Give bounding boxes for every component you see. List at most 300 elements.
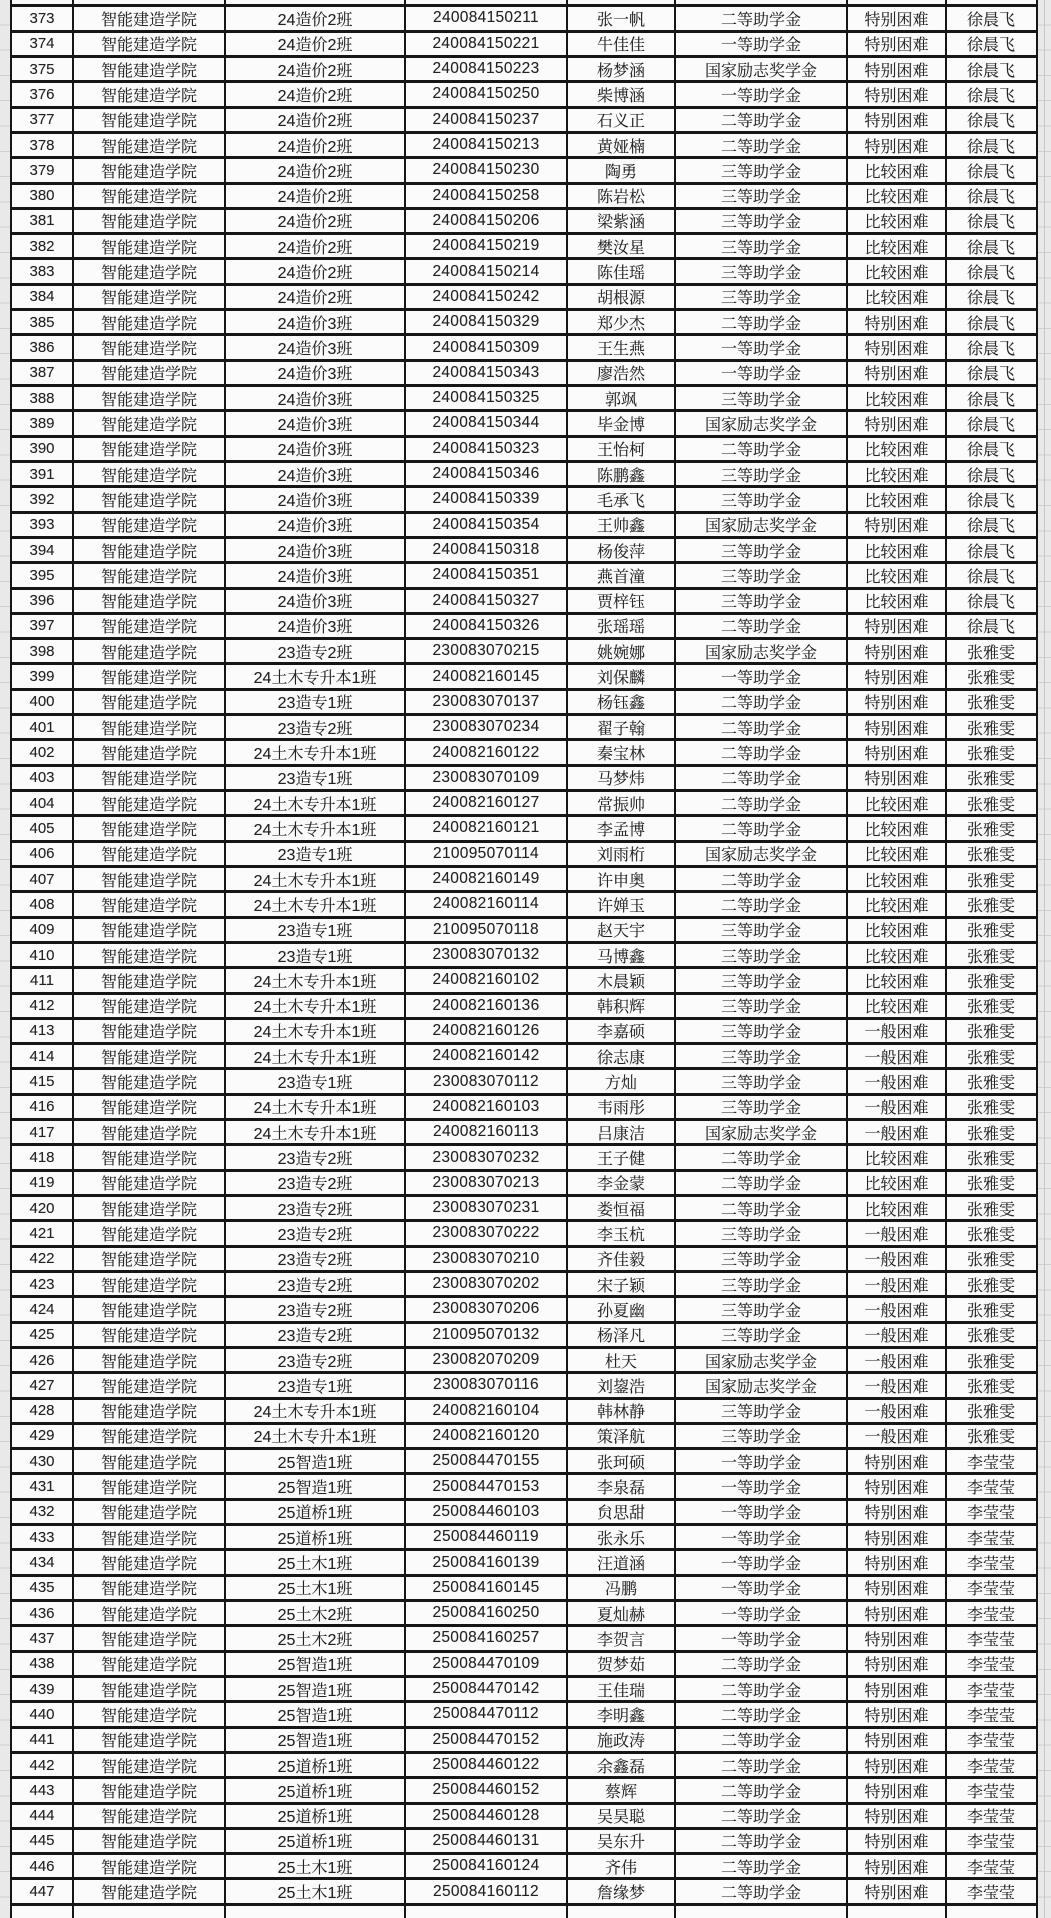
student-name-cell[interactable]	[568, 1906, 676, 1918]
counselor-cell[interactable]: 徐晨飞	[966, 138, 1015, 156]
row-index-cell[interactable]: 446	[12, 1855, 74, 1877]
student-name-cell[interactable]: 李孟博	[568, 817, 676, 839]
difficulty-cell[interactable]: 特别困难	[848, 1855, 947, 1877]
row-index-cell[interactable]: 414	[12, 1045, 74, 1067]
counselor-cell[interactable]: 李莹莹	[966, 1606, 1015, 1624]
class-cell[interactable]: 24土木专升本1班	[226, 1020, 406, 1042]
student-name-cell[interactable]: 张珂硕	[568, 1450, 676, 1472]
counselor-cell[interactable]: 徐晨飞	[966, 239, 1015, 257]
difficulty-cell[interactable]: 比较困难	[848, 919, 947, 941]
college-cell[interactable]: 智能建造学院	[74, 1298, 226, 1320]
row-index-cell[interactable]: 423	[12, 1273, 74, 1295]
class-cell[interactable]: 24土木专升本1班	[226, 1121, 406, 1143]
difficulty-cell[interactable]: 一般困难	[848, 1070, 947, 1092]
difficulty-cell[interactable]: 特别困难	[848, 311, 947, 333]
difficulty-cell[interactable]: 比较困难	[848, 235, 947, 257]
counselor-cell[interactable]: 张雅雯	[966, 1201, 1015, 1219]
class-cell[interactable]: 24造价2班	[226, 260, 406, 282]
student-id-cell[interactable]: 240084150211	[406, 7, 568, 29]
grant-type-cell[interactable]: 二等助学金	[676, 691, 848, 713]
counselor-cell[interactable]: 李莹莹	[966, 1454, 1015, 1472]
difficulty-cell[interactable]: 比较困难	[848, 1172, 947, 1194]
class-cell[interactable]: 24造价2班	[226, 58, 406, 80]
row-index-cell[interactable]: 436	[12, 1602, 74, 1624]
student-id-cell[interactable]: 240084150343	[406, 362, 568, 384]
class-cell[interactable]: 25智造1班	[226, 1729, 406, 1751]
counselor-cell[interactable]: 张雅雯	[966, 847, 1015, 865]
student-name-cell[interactable]: 冯鹏	[568, 1577, 676, 1599]
row-index-cell[interactable]: 409	[12, 919, 74, 941]
counselor-cell[interactable]: 徐晨飞	[966, 163, 1015, 181]
college-cell[interactable]: 智能建造学院	[74, 590, 226, 612]
counselor-cell[interactable]: 李莹莹	[966, 1834, 1015, 1852]
row-index-cell[interactable]: 399	[12, 665, 74, 687]
row-index-cell[interactable]: 397	[12, 615, 74, 637]
difficulty-cell[interactable]: 特别困难	[848, 741, 947, 763]
student-name-cell[interactable]: 张瑶瑶	[568, 615, 676, 637]
counselor-cell[interactable]: 徐晨飞	[966, 189, 1015, 207]
difficulty-cell[interactable]: 特别困难	[848, 134, 947, 156]
student-id-cell[interactable]: 250084470153	[406, 1475, 568, 1497]
difficulty-cell[interactable]: 特别困难	[848, 1678, 947, 1700]
row-index-cell[interactable]: 441	[12, 1729, 74, 1751]
counselor-cell[interactable]: 李莹莹	[966, 1733, 1015, 1751]
college-cell[interactable]: 智能建造学院	[74, 1045, 226, 1067]
class-cell[interactable]: 25土木2班	[226, 1602, 406, 1624]
row-index-cell[interactable]: 401	[12, 716, 74, 738]
grant-type-cell[interactable]: 国家励志奖学金	[676, 1121, 848, 1143]
college-cell[interactable]: 智能建造学院	[74, 438, 226, 460]
row-index-cell[interactable]: 400	[12, 691, 74, 713]
student-name-cell[interactable]: 孙夏幽	[568, 1298, 676, 1320]
row-index-cell[interactable]: 415	[12, 1070, 74, 1092]
student-id-cell[interactable]: 250084460122	[406, 1754, 568, 1776]
counselor-cell[interactable]: 李莹莹	[966, 1783, 1015, 1801]
student-name-cell[interactable]: 施政涛	[568, 1729, 676, 1751]
student-name-cell[interactable]: 韦雨彤	[568, 1096, 676, 1118]
student-name-cell[interactable]: 张永乐	[568, 1526, 676, 1548]
difficulty-cell[interactable]: 特别困难	[848, 1526, 947, 1548]
college-cell[interactable]: 智能建造学院	[74, 260, 226, 282]
grant-type-cell[interactable]: 一等助学金	[676, 1526, 848, 1548]
student-id-cell[interactable]: 240082160142	[406, 1045, 568, 1067]
student-id-cell[interactable]: 240084150258	[406, 185, 568, 207]
row-index-cell[interactable]: 373	[12, 7, 74, 29]
grant-type-cell[interactable]: 一等助学金	[676, 1501, 848, 1523]
student-id-cell[interactable]: 240084150219	[406, 235, 568, 257]
student-name-cell[interactable]: 黄娅楠	[568, 134, 676, 156]
counselor-cell[interactable]: 张雅雯	[966, 1378, 1015, 1396]
class-cell[interactable]: 23造专1班	[226, 944, 406, 966]
student-id-cell[interactable]: 240082160127	[406, 792, 568, 814]
college-cell[interactable]: 智能建造学院	[74, 817, 226, 839]
row-index-cell[interactable]: 374	[12, 33, 74, 55]
counselor-cell[interactable]	[947, 1906, 1035, 1918]
row-index-cell[interactable]: 429	[12, 1425, 74, 1447]
grant-type-cell[interactable]: 三等助学金	[676, 539, 848, 561]
student-id-cell[interactable]: 240084150326	[406, 615, 568, 637]
student-id-cell[interactable]: 240084150206	[406, 210, 568, 232]
class-cell[interactable]: 24造价2班	[226, 134, 406, 156]
college-cell[interactable]: 智能建造学院	[74, 1222, 226, 1244]
counselor-cell[interactable]: 徐晨飞	[966, 492, 1015, 510]
counselor-cell[interactable]: 张雅雯	[966, 1176, 1015, 1194]
grant-type-cell[interactable]: 三等助学金	[676, 919, 848, 941]
difficulty-cell[interactable]: 特别困难	[848, 1805, 947, 1827]
counselor-cell[interactable]: 徐晨飞	[966, 214, 1015, 232]
student-id-cell[interactable]: 230083070206	[406, 1298, 568, 1320]
row-index-cell[interactable]: 408	[12, 893, 74, 915]
student-name-cell[interactable]: 贠思甜	[568, 1501, 676, 1523]
student-name-cell[interactable]: 牛佳佳	[568, 33, 676, 55]
class-cell[interactable]: 25智造1班	[226, 1653, 406, 1675]
student-name-cell[interactable]: 郭飒	[568, 387, 676, 409]
row-index-cell[interactable]: 424	[12, 1298, 74, 1320]
grant-type-cell[interactable]: 二等助学金	[676, 1653, 848, 1675]
student-id-cell[interactable]: 250084470152	[406, 1729, 568, 1751]
student-name-cell[interactable]: 翟子翰	[568, 716, 676, 738]
row-index-cell[interactable]: 384	[12, 286, 74, 308]
difficulty-cell[interactable]: 特别困难	[848, 1501, 947, 1523]
row-index-cell[interactable]: 444	[12, 1805, 74, 1827]
row-index-cell[interactable]: 382	[12, 235, 74, 257]
grant-type-cell[interactable]: 二等助学金	[676, 109, 848, 131]
student-name-cell[interactable]: 吴东升	[568, 1830, 676, 1852]
class-cell[interactable]: 23造专1班	[226, 843, 406, 865]
student-name-cell[interactable]: 木晨颖	[568, 969, 676, 991]
college-cell[interactable]: 智能建造学院	[74, 463, 226, 485]
counselor-cell[interactable]: 张雅雯	[966, 1075, 1015, 1093]
college-cell[interactable]: 智能建造学院	[74, 1248, 226, 1270]
row-index-cell[interactable]: 377	[12, 109, 74, 131]
college-cell[interactable]: 智能建造学院	[74, 1627, 226, 1649]
counselor-cell[interactable]: 徐晨飞	[966, 11, 1015, 29]
student-id-cell[interactable]: 240082160114	[406, 893, 568, 915]
difficulty-cell[interactable]: 一般困难	[848, 1121, 947, 1143]
college-cell[interactable]: 智能建造学院	[74, 1324, 226, 1346]
difficulty-cell[interactable]: 比较困难	[848, 564, 947, 586]
college-cell[interactable]: 智能建造学院	[74, 488, 226, 510]
student-id-cell[interactable]: 240082160126	[406, 1020, 568, 1042]
student-name-cell[interactable]: 夏灿赫	[568, 1602, 676, 1624]
row-index-cell[interactable]: 393	[12, 514, 74, 536]
student-id-cell[interactable]: 240082160120	[406, 1425, 568, 1447]
grant-type-cell[interactable]: 三等助学金	[676, 387, 848, 409]
counselor-cell[interactable]: 张雅雯	[966, 1100, 1015, 1118]
grant-type-cell[interactable]: 二等助学金	[676, 1197, 848, 1219]
student-id-cell[interactable]: 240082160103	[406, 1096, 568, 1118]
counselor-cell[interactable]: 张雅雯	[966, 1302, 1015, 1320]
grant-type-cell[interactable]: 国家励志奖学金	[676, 843, 848, 865]
counselor-cell[interactable]: 张雅雯	[966, 897, 1015, 915]
grant-type-cell[interactable]: 二等助学金	[676, 1754, 848, 1776]
difficulty-cell[interactable]: 特别困难	[848, 1880, 947, 1902]
class-cell[interactable]	[226, 0, 406, 4]
grant-type-cell[interactable]: 二等助学金	[676, 1779, 848, 1801]
row-index-cell[interactable]: 380	[12, 185, 74, 207]
grant-type-cell[interactable]: 三等助学金	[676, 1273, 848, 1295]
student-name-cell[interactable]: 姚婉娜	[568, 640, 676, 662]
college-cell[interactable]: 智能建造学院	[74, 1273, 226, 1295]
row-index-cell[interactable]: 388	[12, 387, 74, 409]
class-cell[interactable]: 24造价3班	[226, 362, 406, 384]
difficulty-cell[interactable]: 比较困难	[848, 159, 947, 181]
student-id-cell[interactable]: 250084460152	[406, 1779, 568, 1801]
class-cell[interactable]: 24造价2班	[226, 7, 406, 29]
row-index-cell[interactable]: 385	[12, 311, 74, 333]
class-cell[interactable]: 25土木1班	[226, 1880, 406, 1902]
student-id-cell[interactable]: 230083070116	[406, 1374, 568, 1396]
counselor-cell[interactable]: 张雅雯	[966, 923, 1015, 941]
student-name-cell[interactable]: 王怡柯	[568, 438, 676, 460]
student-name-cell[interactable]: 詹缘梦	[568, 1880, 676, 1902]
student-id-cell[interactable]: 210095070114	[406, 843, 568, 865]
counselor-cell[interactable]: 李莹莹	[966, 1556, 1015, 1574]
student-id-cell[interactable]: 240084150318	[406, 539, 568, 561]
difficulty-cell[interactable]: 特别困难	[848, 336, 947, 358]
student-name-cell[interactable]: 王佳瑞	[568, 1678, 676, 1700]
student-name-cell[interactable]: 王帅鑫	[568, 514, 676, 536]
row-index-cell[interactable]: 433	[12, 1526, 74, 1548]
counselor-cell[interactable]: 张雅雯	[966, 796, 1015, 814]
difficulty-cell[interactable]: 比较困难	[848, 185, 947, 207]
college-cell[interactable]	[74, 0, 226, 4]
student-id-cell[interactable]: 240082160102	[406, 969, 568, 991]
grant-type-cell[interactable]: 二等助学金	[676, 1830, 848, 1852]
counselor-cell[interactable]: 李莹莹	[966, 1885, 1015, 1903]
grant-type-cell[interactable]	[676, 1906, 848, 1918]
student-id-cell[interactable]: 230083070232	[406, 1146, 568, 1168]
grant-type-cell[interactable]: 二等助学金	[676, 1703, 848, 1725]
counselor-cell[interactable]: 徐晨飞	[966, 518, 1015, 536]
grant-type-cell[interactable]: 三等助学金	[676, 159, 848, 181]
difficulty-cell[interactable]: 特别困难	[848, 1779, 947, 1801]
difficulty-cell[interactable]: 特别困难	[848, 83, 947, 105]
class-cell[interactable]: 24土木专升本1班	[226, 1045, 406, 1067]
student-name-cell[interactable]: 王子健	[568, 1146, 676, 1168]
student-id-cell[interactable]: 240082160136	[406, 995, 568, 1017]
class-cell[interactable]: 24土木专升本1班	[226, 893, 406, 915]
college-cell[interactable]: 智能建造学院	[74, 412, 226, 434]
student-name-cell[interactable]: 杜天	[568, 1349, 676, 1371]
college-cell[interactable]: 智能建造学院	[74, 1425, 226, 1447]
class-cell[interactable]: 25道桥1班	[226, 1830, 406, 1852]
college-cell[interactable]: 智能建造学院	[74, 1400, 226, 1422]
difficulty-cell[interactable]: 特别困难	[848, 1729, 947, 1751]
difficulty-cell[interactable]: 比较困难	[848, 286, 947, 308]
college-cell[interactable]: 智能建造学院	[74, 995, 226, 1017]
grant-type-cell[interactable]: 一等助学金	[676, 33, 848, 55]
class-cell[interactable]: 23造专2班	[226, 1273, 406, 1295]
class-cell[interactable]: 24造价2班	[226, 109, 406, 131]
counselor-cell[interactable]: 徐晨飞	[966, 341, 1015, 359]
college-cell[interactable]: 智能建造学院	[74, 615, 226, 637]
college-cell[interactable]: 智能建造学院	[74, 1349, 226, 1371]
counselor-cell[interactable]: 徐晨飞	[966, 37, 1015, 55]
student-name-cell[interactable]: 陈岩松	[568, 185, 676, 207]
row-index-cell[interactable]: 419	[12, 1172, 74, 1194]
student-id-cell[interactable]: 250084470112	[406, 1703, 568, 1725]
row-index-cell[interactable]: 426	[12, 1349, 74, 1371]
row-index-cell[interactable]: 403	[12, 767, 74, 789]
counselor-cell[interactable]: 徐晨飞	[966, 416, 1015, 434]
class-cell[interactable]: 25土木1班	[226, 1551, 406, 1573]
student-id-cell[interactable]: 230083070231	[406, 1197, 568, 1219]
class-cell[interactable]: 24土木专升本1班	[226, 817, 406, 839]
student-name-cell[interactable]: 汪道涵	[568, 1551, 676, 1573]
difficulty-cell[interactable]: 特别困难	[848, 33, 947, 55]
college-cell[interactable]: 智能建造学院	[74, 7, 226, 29]
student-id-cell[interactable]: 210095070118	[406, 919, 568, 941]
counselor-cell[interactable]: 张雅雯	[966, 1226, 1015, 1244]
student-name-cell[interactable]: 柴博涵	[568, 83, 676, 105]
class-cell[interactable]: 24造价2班	[226, 286, 406, 308]
difficulty-cell[interactable]: 比较困难	[848, 944, 947, 966]
counselor-cell[interactable]: 李莹莹	[966, 1809, 1015, 1827]
class-cell[interactable]: 23造专2班	[226, 1172, 406, 1194]
row-index-cell[interactable]: 376	[12, 83, 74, 105]
class-cell[interactable]: 24造价3班	[226, 311, 406, 333]
student-name-cell[interactable]: 杨俊萍	[568, 539, 676, 561]
grant-type-cell[interactable]: 二等助学金	[676, 1805, 848, 1827]
counselor-cell[interactable]: 李莹莹	[966, 1581, 1015, 1599]
counselor-cell[interactable]: 张雅雯	[966, 1024, 1015, 1042]
grant-type-cell[interactable]: 二等助学金	[676, 893, 848, 915]
college-cell[interactable]: 智能建造学院	[74, 1197, 226, 1219]
difficulty-cell[interactable]: 比较困难	[848, 893, 947, 915]
difficulty-cell[interactable]: 一般困难	[848, 1400, 947, 1422]
grant-type-cell[interactable]: 一等助学金	[676, 1602, 848, 1624]
class-cell[interactable]: 23造专1班	[226, 691, 406, 713]
grant-type-cell[interactable]: 三等助学金	[676, 260, 848, 282]
class-cell[interactable]: 25土木1班	[226, 1855, 406, 1877]
difficulty-cell[interactable]: 一般困难	[848, 1248, 947, 1270]
grant-type-cell[interactable]: 国家励志奖学金	[676, 1349, 848, 1371]
student-name-cell[interactable]: 贺梦茹	[568, 1653, 676, 1675]
difficulty-cell[interactable]	[848, 0, 947, 4]
class-cell[interactable]: 23造专2班	[226, 1349, 406, 1371]
grant-type-cell[interactable]: 三等助学金	[676, 1045, 848, 1067]
difficulty-cell[interactable]: 特别困难	[848, 1703, 947, 1725]
student-id-cell[interactable]	[406, 0, 568, 4]
counselor-cell[interactable]: 徐晨飞	[966, 391, 1015, 409]
row-index-cell[interactable]: 375	[12, 58, 74, 80]
row-index-cell[interactable]: 428	[12, 1400, 74, 1422]
difficulty-cell[interactable]: 特别困难	[848, 1475, 947, 1497]
class-cell[interactable]: 25道桥1班	[226, 1526, 406, 1548]
difficulty-cell[interactable]	[848, 1906, 947, 1918]
counselor-cell[interactable]: 张雅雯	[966, 746, 1015, 764]
counselor-cell[interactable]: 张雅雯	[966, 821, 1015, 839]
class-cell[interactable]: 24造价3班	[226, 615, 406, 637]
student-id-cell[interactable]: 230083070213	[406, 1172, 568, 1194]
class-cell[interactable]: 24土木专升本1班	[226, 665, 406, 687]
class-cell[interactable]: 24土木专升本1班	[226, 969, 406, 991]
difficulty-cell[interactable]: 特别困难	[848, 109, 947, 131]
row-index-cell[interactable]: 435	[12, 1577, 74, 1599]
row-index-cell[interactable]: 432	[12, 1501, 74, 1523]
student-id-cell[interactable]: 240084150309	[406, 336, 568, 358]
student-name-cell[interactable]: 杨钰鑫	[568, 691, 676, 713]
college-cell[interactable]: 智能建造学院	[74, 919, 226, 941]
student-name-cell[interactable]	[568, 0, 676, 4]
college-cell[interactable]: 智能建造学院	[74, 1526, 226, 1548]
difficulty-cell[interactable]: 特别困难	[848, 1627, 947, 1649]
class-cell[interactable]: 23造专1班	[226, 767, 406, 789]
college-cell[interactable]: 智能建造学院	[74, 387, 226, 409]
difficulty-cell[interactable]: 一般困难	[848, 1349, 947, 1371]
college-cell[interactable]: 智能建造学院	[74, 665, 226, 687]
row-index-cell[interactable]: 387	[12, 362, 74, 384]
difficulty-cell[interactable]: 一般困难	[848, 1324, 947, 1346]
grant-type-cell[interactable]: 二等助学金	[676, 767, 848, 789]
counselor-cell[interactable]: 张雅雯	[966, 644, 1015, 662]
student-name-cell[interactable]: 吕康洁	[568, 1121, 676, 1143]
college-cell[interactable]: 智能建造学院	[74, 539, 226, 561]
row-index-cell[interactable]: 386	[12, 336, 74, 358]
row-index-cell[interactable]: 442	[12, 1754, 74, 1776]
student-id-cell[interactable]: 230083070210	[406, 1248, 568, 1270]
row-index-cell[interactable]: 389	[12, 412, 74, 434]
grant-type-cell[interactable]: 一等助学金	[676, 1475, 848, 1497]
difficulty-cell[interactable]: 一般困难	[848, 1374, 947, 1396]
difficulty-cell[interactable]: 特别困难	[848, 1653, 947, 1675]
student-id-cell[interactable]: 240084150213	[406, 134, 568, 156]
class-cell[interactable]: 24土木专升本1班	[226, 792, 406, 814]
grant-type-cell[interactable]: 二等助学金	[676, 1678, 848, 1700]
difficulty-cell[interactable]: 比较困难	[848, 995, 947, 1017]
row-index-cell[interactable]: 402	[12, 741, 74, 763]
grant-type-cell[interactable]: 二等助学金	[676, 1172, 848, 1194]
grant-type-cell[interactable]	[676, 0, 848, 4]
student-name-cell[interactable]: 李贺言	[568, 1627, 676, 1649]
grant-type-cell[interactable]: 国家励志奖学金	[676, 1374, 848, 1396]
grant-type-cell[interactable]: 二等助学金	[676, 868, 848, 890]
class-cell[interactable]: 24造价3班	[226, 488, 406, 510]
student-id-cell[interactable]: 240082160121	[406, 817, 568, 839]
class-cell[interactable]: 25土木1班	[226, 1577, 406, 1599]
student-name-cell[interactable]: 燕首潼	[568, 564, 676, 586]
student-id-cell[interactable]: 250084460103	[406, 1501, 568, 1523]
college-cell[interactable]: 智能建造学院	[74, 691, 226, 713]
student-id-cell[interactable]	[406, 1906, 568, 1918]
student-id-cell[interactable]: 240082160122	[406, 741, 568, 763]
row-index-cell[interactable]: 404	[12, 792, 74, 814]
row-index-cell[interactable]: 406	[12, 843, 74, 865]
student-id-cell[interactable]: 240084150223	[406, 58, 568, 80]
grant-type-cell[interactable]: 三等助学金	[676, 185, 848, 207]
counselor-cell[interactable]: 徐晨飞	[966, 467, 1015, 485]
student-name-cell[interactable]: 毛承飞	[568, 488, 676, 510]
student-name-cell[interactable]: 李嘉硕	[568, 1020, 676, 1042]
grant-type-cell[interactable]: 三等助学金	[676, 1298, 848, 1320]
student-id-cell[interactable]: 230083070109	[406, 767, 568, 789]
student-id-cell[interactable]: 240082160113	[406, 1121, 568, 1143]
grant-type-cell[interactable]: 三等助学金	[676, 1425, 848, 1447]
student-name-cell[interactable]: 王生燕	[568, 336, 676, 358]
student-id-cell[interactable]: 230083070215	[406, 640, 568, 662]
counselor-cell[interactable]: 徐晨飞	[966, 62, 1015, 80]
class-cell[interactable]: 24造价3班	[226, 514, 406, 536]
student-id-cell[interactable]: 250084470142	[406, 1678, 568, 1700]
counselor-cell[interactable]: 张雅雯	[966, 1404, 1015, 1422]
row-index-cell[interactable]: 418	[12, 1146, 74, 1168]
counselor-cell[interactable]: 李莹莹	[966, 1530, 1015, 1548]
college-cell[interactable]: 智能建造学院	[74, 83, 226, 105]
row-index-cell[interactable]: 396	[12, 590, 74, 612]
difficulty-cell[interactable]: 一般困难	[848, 1425, 947, 1447]
college-cell[interactable]: 智能建造学院	[74, 640, 226, 662]
